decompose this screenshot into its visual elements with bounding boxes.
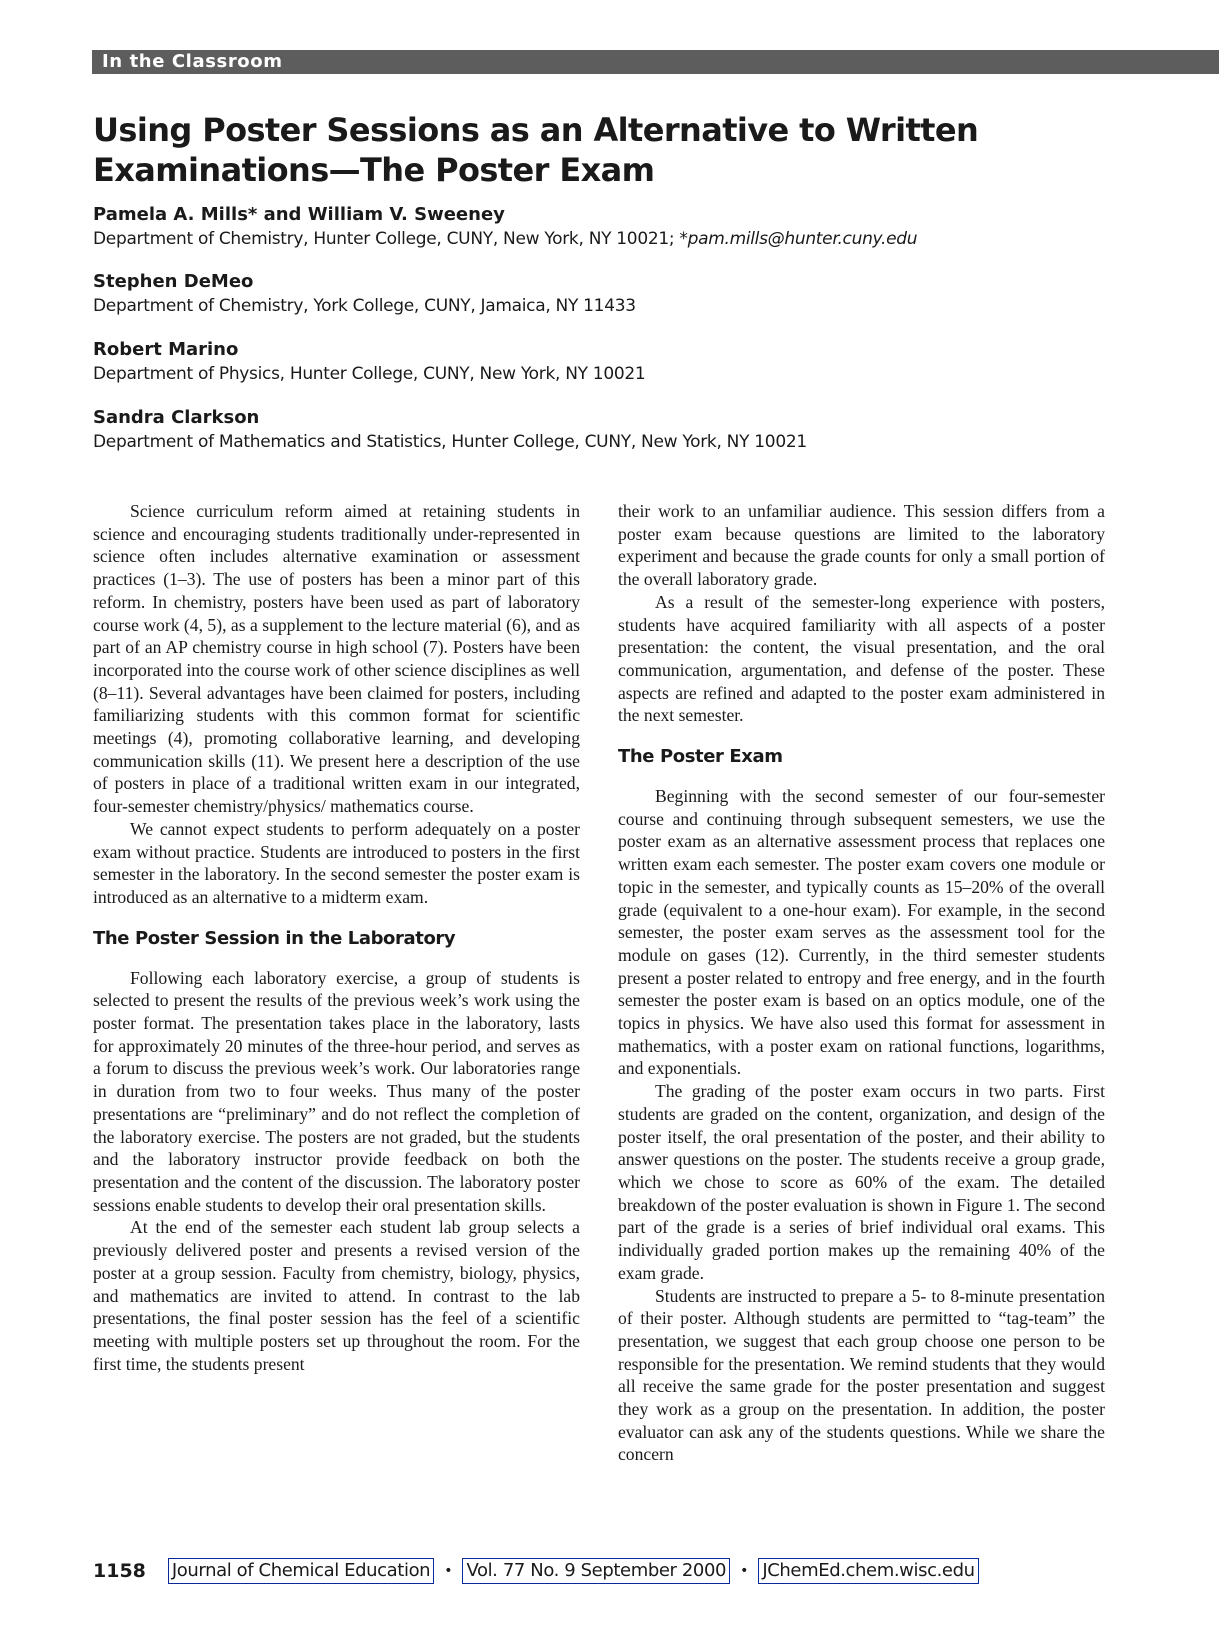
author-block-2 [93, 270, 636, 318]
author-affiliation: Department of Chemistry, Hunter College, CUNY, New York, NY 10021; *pam.mills@hunter.cuny.edu [93, 229, 918, 249]
author-name: Sandra Clarkson [93, 407, 260, 428]
author-email: *pam.mills@hunter.cuny.edu [679, 229, 918, 249]
author-block-4 [93, 406, 807, 454]
author-name: Robert Marino [93, 339, 239, 360]
author-name: Pamela A. Mills* and William V. Sweeney [93, 204, 505, 225]
bullet-separator: • [444, 1563, 453, 1579]
author-block-3 [93, 338, 645, 386]
body-paragraph: The grading of the poster exam occurs in two parts. First students are graded on the content, organization, and design of the poster itself, the oral presentation of the poster, and their ability to answer questions on the poster. The students receive a group grade, which we chose to score as 60% of the exam. The detailed breakdown of the poster evaluation is shown in Figure 1. The second part of the grade is a series of brief individual oral exams. This individually graded portion makes up the remaining 40% of the exam grade. [618, 1081, 1105, 1283]
section-heading: The Poster Session in the Laboratory [93, 927, 456, 949]
body-paragraph: At the end of the semester each student lab group selects a previously delivered poster and presents a revised version of the poster at a group session. Faculty from chemistry, biology, physics, and mathematics are invited to attend. In contrast to the lab presentations, the final poster session has the feel of a scientific meeting with multiple posters set up throughout the room. For the first time, the students present [93, 1217, 580, 1374]
issue-link[interactable]: Vol. 77 No. 9 September 2000 [462, 1558, 730, 1584]
right-column [618, 500, 1105, 1466]
body-paragraph: Following each laboratory exercise, a group of students is selected to present the results of the previous week’s work using the poster format. The presentation takes place in the laboratory, lasts for approximately 20 minutes of the three-hour period, and serves as a forum to discuss the previous week’s work. Our laboratories range in duration from two to four weeks. Thus many of the poster presentations are “preliminary” and do not reflect the completion of the laboratory exercise. The posters are not graded, but the students and the laboratory instructor provide feedback on both the presentation and the content of the discussion. The laboratory poster sessions enable students to develop their oral presentation skills. [93, 967, 580, 1215]
body-paragraph: their work to an unfamiliar audience. This session differs from a poster exam because questions are limited to the laboratory experiment and because the grade counts for only a small portion of the overall laboratory grade. [618, 501, 1105, 590]
body-paragraph: Beginning with the second semester of our four-semester course and continuing through subsequent semesters, we use the poster exam as an alternative assessment process that replaces one written exam each semester. The poster exam covers one module or topic in the semester, and typically counts as 15–20% of the overall grade (equivalent to a one-hour exam). For example, in the second semester, the poster exam serves as the assessment tool for the module on gases (12). Currently, in the third semester students present a poster related to entropy and free energy, and in the fourth semester the poster exam is based on an optics module, one of the topics in physics. We have also used this format for assessment in mathematics, with a poster exam on rational functions, logarithms, and exponentials. [618, 786, 1105, 1079]
body-paragraph: We cannot expect students to perform adequately on a poster exam without practice. Students are introduced to posters in the first semester in the laboratory. In the second semester the poster exam is introduced as an alternative to a midterm exam. [93, 818, 580, 907]
author-affiliation: Department of Mathematics and Statistics, Hunter College, CUNY, New York, NY 10021 [93, 432, 807, 452]
page-footer [93, 1556, 979, 1586]
article-title: Using Poster Sessions as an Alternative to Written Examinations—The Poster Exam [93, 111, 979, 189]
journal-link[interactable]: Journal of Chemical Education [168, 1558, 434, 1584]
bullet-separator: • [740, 1563, 749, 1579]
author-name: Stephen DeMeo [93, 271, 254, 292]
body-paragraph: As a result of the semester-long experience with posters, students have acquired familiarity with all aspects of a poster presentation: the content, the visual presentation, and the oral communication, argumentation, and defense of the poster. These aspects are refined and adapted to the poster exam administered in the next semester. [618, 591, 1105, 726]
left-column [93, 500, 580, 1375]
author-block-1 [93, 203, 917, 251]
body-paragraph: Science curriculum reform aimed at retaining students in science and encouraging students traditionally under-represented in science often includes alternative examination or assessment practices (1–3). The use of posters has been a minor part of this reform. In chemistry, posters have been used as part of laboratory course work (4, 5), as a supplement to the lecture material (6), and as part of an AP chemistry course in high school (7). Posters have been incorporated into the course work of other science disciplines as well (8–11). Several advantages have been claimed for posters, including familiarizing students with this common format for scientific meetings (4), promoting collaborative learning, and developing communication skills (11). We present here a description of the use of posters in place of a traditional written exam in our integrated, four-semester chemistry/physics/ mathematics course. [93, 501, 580, 817]
section-label: In the Classroom [102, 51, 283, 72]
body-paragraph: Students are instructed to prepare a 5- to 8-minute presentation of their poster. Although students are permitted to “tag-team” the presentation, we suggest that each group choose one person to be responsible for the presentation. We remind students that they would all receive the same grade for the poster presentation and suggest they work as a group on the presentation. In addition, the poster evaluator can ask any of the students questions. While we share the concern [618, 1285, 1105, 1465]
page-number: 1158 [93, 1560, 146, 1582]
author-affiliation: Department of Chemistry, York College, CUNY, Jamaica, NY 11433 [93, 296, 636, 316]
section-heading: The Poster Exam [618, 746, 783, 768]
author-affiliation: Department of Physics, Hunter College, CUNY, New York, NY 10021 [93, 364, 646, 384]
website-link[interactable]: JChemEd.chem.wisc.edu [758, 1558, 978, 1584]
